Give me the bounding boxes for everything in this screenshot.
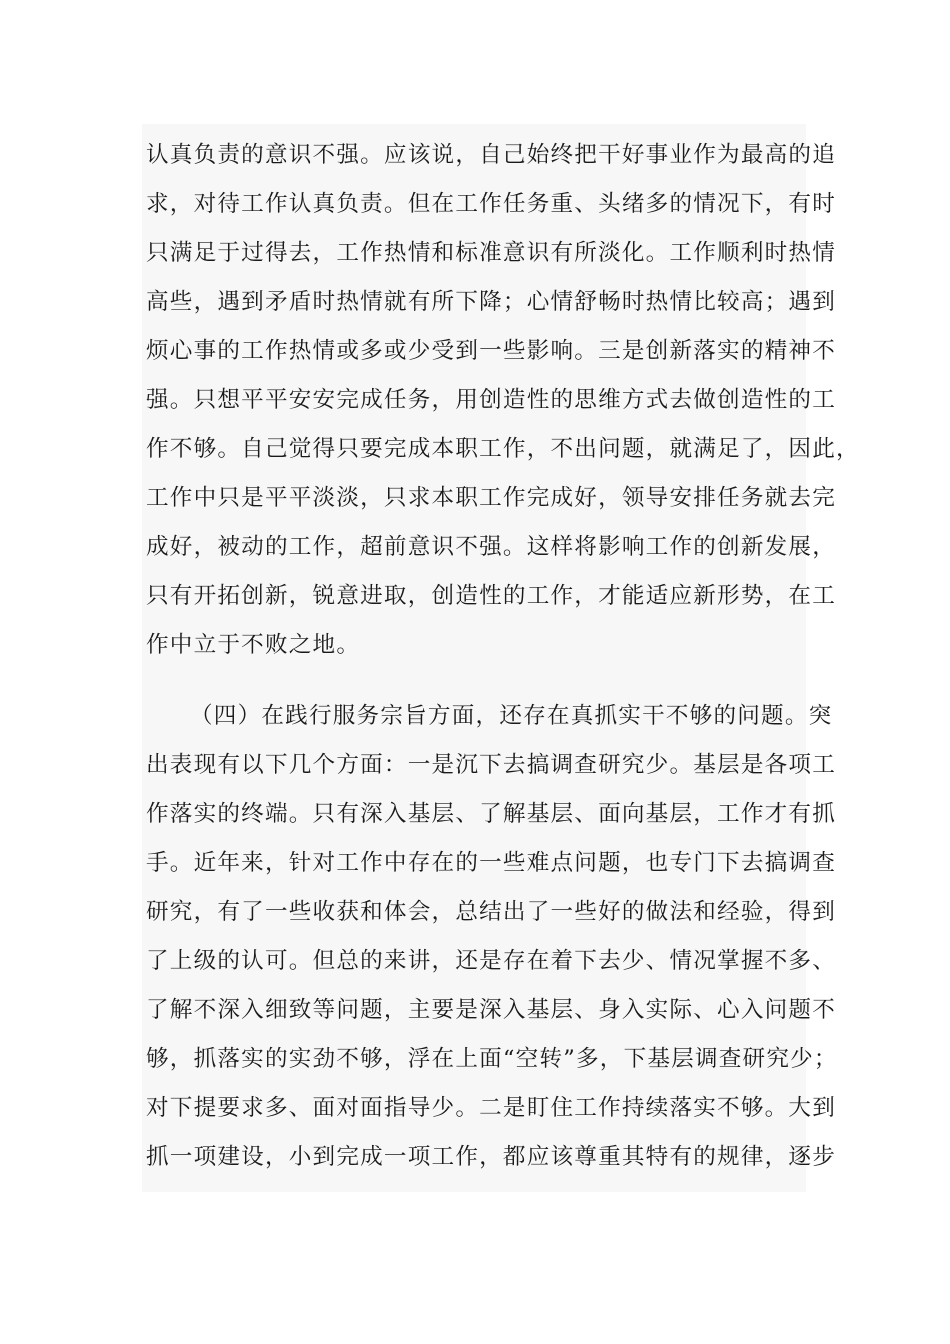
paragraph-2-line-8: 够，抓落实的实劲不够，浮在上面“空转”多，下基层调查研究少； bbox=[146, 1046, 838, 1072]
paragraph-1-line-2: 求，对待工作认真负责。但在工作任务重、头绪多的情况下，有时 bbox=[146, 191, 837, 217]
paragraph-1-line-1: 认真负责的意识不强。应该说，自己始终把干好事业作为最高的追 bbox=[146, 142, 837, 168]
paragraph-1-line-6: 强。只想平平安安完成任务，用创造性的思维方式去做创造性的工 bbox=[146, 387, 837, 413]
paragraph-2-line-6: 了上级的认可。但总的来讲，还是存在着下去少、情况掌握不多、 bbox=[146, 948, 837, 974]
paragraph-2-line-7: 了解不深入细致等问题，主要是深入基层、身入实际、心入问题不 bbox=[146, 997, 837, 1023]
paragraph-2-line-2: 出表现有以下几个方面：一是沉下去搞调查研究少。基层是各项工 bbox=[146, 752, 837, 778]
paragraph-1-line-7: 作不够。自己觉得只要完成本职工作，不出问题，就满足了，因此， bbox=[146, 436, 860, 462]
paragraph-2-line-9: 对下提要求多、面对面指导少。二是盯住工作持续落实不够。大到 bbox=[146, 1095, 837, 1121]
paragraph-1-line-8: 工作中只是平平淡淡，只求本职工作完成好，领导安排任务就去完 bbox=[146, 485, 837, 511]
paragraph-1-line-9: 成好，被动的工作，超前意识不强。这样将影响工作的创新发展， bbox=[146, 534, 837, 560]
paragraph-2-line-3: 作落实的终端。只有深入基层、了解基层、面向基层，工作才有抓 bbox=[146, 801, 837, 827]
paragraph-2-line-1: （四）在践行服务宗旨方面，还存在真抓实干不够的问题。突 bbox=[190, 703, 833, 729]
document-body bbox=[142, 124, 860, 1192]
paragraph-2-line-4: 手。近年来，针对工作中存在的一些难点问题，也专门下去搞调查 bbox=[146, 850, 837, 876]
paragraph-1-line-11: 作中立于不败之地。 bbox=[146, 632, 361, 658]
paragraph-2-line-10: 抓一项建设，小到完成一项工作，都应该尊重其特有的规律，逐步 bbox=[146, 1144, 837, 1170]
paragraph-2-line-5: 研究，有了一些收获和体会，总结出了一些好的做法和经验，得到 bbox=[146, 899, 837, 925]
paragraph-1-line-5: 烦心事的工作热情或多或少受到一些影响。三是创新落实的精神不 bbox=[146, 338, 837, 364]
paragraph-1-line-3: 只满足于过得去，工作热情和标准意识有所淡化。工作顺利时热情 bbox=[146, 240, 837, 266]
paragraph-1-line-10: 只有开拓创新，锐意进取，创造性的工作，才能适应新形势，在工 bbox=[146, 583, 837, 609]
paragraph-1-line-4: 高些，遇到矛盾时热情就有所下降；心情舒畅时热情比较高；遇到 bbox=[146, 289, 837, 315]
